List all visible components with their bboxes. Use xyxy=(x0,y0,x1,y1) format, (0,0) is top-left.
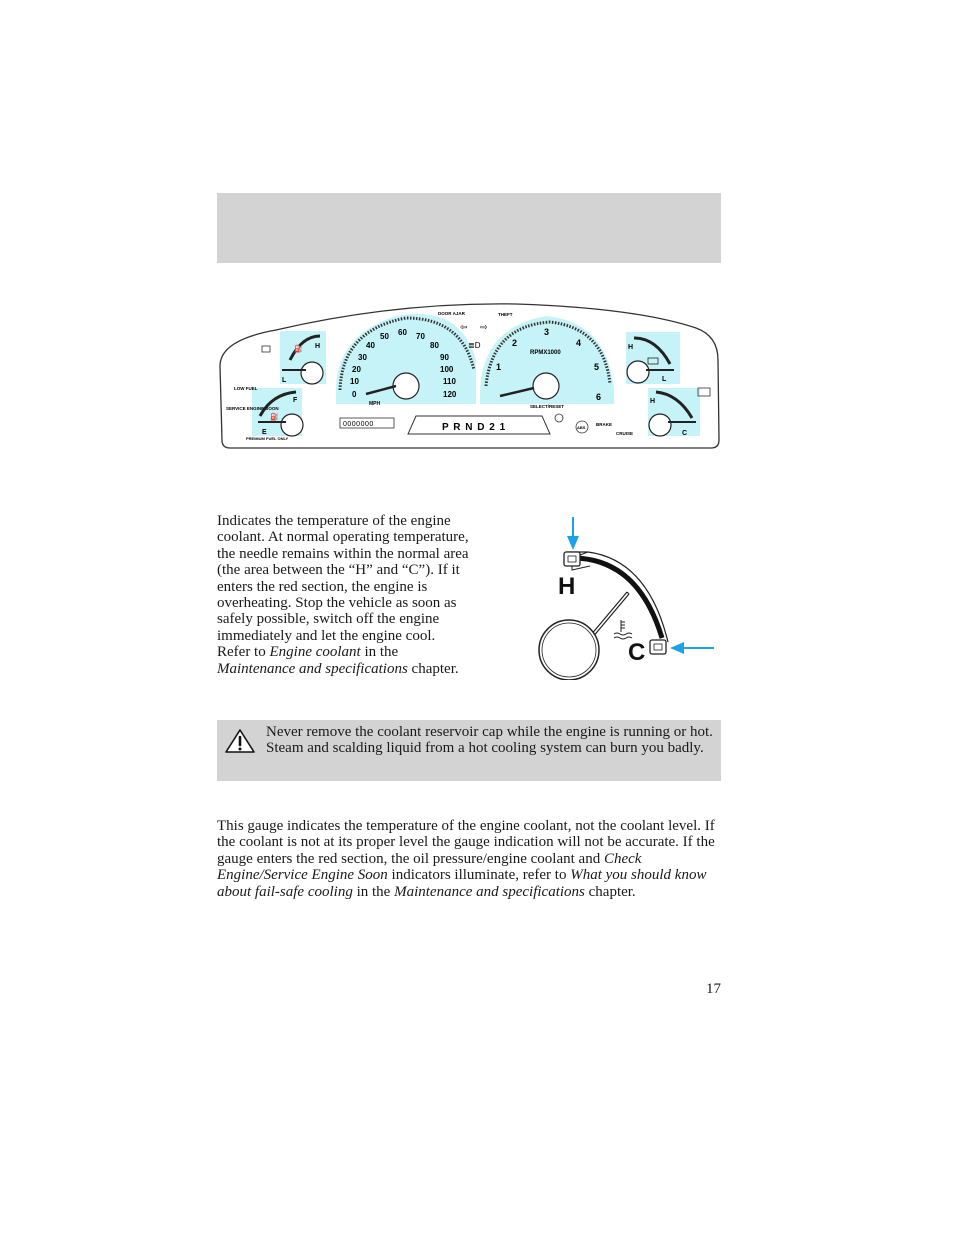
svg-text:2: 2 xyxy=(512,338,518,348)
fuel-pump-icon: ⛽ xyxy=(270,414,279,421)
temp-cold-letter: C xyxy=(682,430,688,437)
svg-text:20: 20 xyxy=(352,365,361,374)
abs-indicator: ABS xyxy=(577,425,586,430)
instrument-cluster-illustration xyxy=(216,300,722,452)
para2-text-1: This gauge indicates the temperature of the engine coolant, not the coolant level. If the coolant is not at its proper level the gauge indication will not be accurate. If the gauge enters the red section, the oil pressure/engine coolant and xyxy=(217,818,715,867)
battery-high-letter: H xyxy=(628,344,634,351)
coolant-temperature-icon xyxy=(614,620,632,639)
warning-text: Never remove the coolant reservoir cap while the engine is running or hot. Steam and scalding liquid from a hot cooling system can burn you badly. xyxy=(266,724,713,757)
para2-italic-fail-safe: What you should know about fail-safe cooling xyxy=(217,867,707,900)
gauge-hub xyxy=(539,620,599,680)
header-band xyxy=(217,193,721,263)
battery-gauge-hub xyxy=(627,361,649,383)
gauge-note xyxy=(217,818,721,900)
svg-text:120: 120 xyxy=(443,390,457,399)
reset-knob xyxy=(555,414,563,422)
svg-text:3: 3 xyxy=(544,327,550,337)
warning-box xyxy=(217,720,721,781)
select-reset-label: SELECT/RESET xyxy=(530,404,565,409)
svg-text:10: 10 xyxy=(350,377,359,386)
rpm-label: RPMX1000 xyxy=(530,350,561,356)
para1-italic-maintenance: Maintenance and specifications xyxy=(217,660,408,677)
svg-text:40: 40 xyxy=(366,341,375,350)
svg-text:50: 50 xyxy=(380,332,389,341)
para2-text-3: in the xyxy=(352,883,395,900)
svg-text:4: 4 xyxy=(576,338,582,348)
svg-text:30: 30 xyxy=(358,353,367,362)
coolant-description xyxy=(217,513,472,677)
svg-text:80: 80 xyxy=(430,341,439,350)
door-ajar-indicator: DOOR AJAR xyxy=(438,311,465,316)
para2-italic-maintenance: Maintenance and specifications xyxy=(394,883,585,900)
svg-text:90: 90 xyxy=(440,353,449,362)
cold-pointer-arrow-icon xyxy=(670,642,714,654)
para2-text-4: chapter. xyxy=(584,883,636,900)
theft-indicator: THEFT xyxy=(498,312,513,317)
temp-hot-letter: H xyxy=(650,398,656,405)
svg-text:110: 110 xyxy=(443,377,456,386)
para1-text-3: chapter. xyxy=(407,660,459,677)
svg-text:1: 1 xyxy=(496,362,502,372)
oil-can-icon: ⛽ xyxy=(294,346,303,353)
temp-gauge-hub xyxy=(649,414,671,436)
oil-gauge-hub xyxy=(301,362,323,384)
svg-text:0: 0 xyxy=(352,390,357,399)
right-turn-icon: ⇨ xyxy=(480,322,488,332)
cruise-indicator: CRUISE xyxy=(616,431,634,436)
left-turn-icon: ⇦ xyxy=(460,322,468,332)
para1-italic-engine-coolant: Engine coolant xyxy=(269,644,361,661)
oil-low-letter: L xyxy=(282,377,287,384)
mph-label: MPH xyxy=(369,401,381,407)
svg-text:70: 70 xyxy=(416,332,425,341)
battery-low-letter: L xyxy=(662,376,667,383)
svg-text:60: 60 xyxy=(398,328,407,337)
gear-indicator: P R N D 2 1 xyxy=(442,422,507,433)
tachometer-hub xyxy=(533,373,559,399)
para1-text-2: in the xyxy=(360,644,399,661)
hot-end-marker xyxy=(564,552,580,566)
oil-high-letter: H xyxy=(315,343,321,350)
fuel-empty-letter: E xyxy=(262,429,267,436)
page-number: 17 xyxy=(706,981,721,997)
premium-fuel-indicator: PREMIUM FUEL ONLY xyxy=(246,436,289,441)
low-fuel-indicator: LOW FUEL xyxy=(234,386,258,391)
para1-text-1: Indicates the temperature of the engine coolant. At normal operating temperature, the needle remains within the normal area (the area between the “H” and “C”). If it enters the red section, the engine is overheating. Stop the vehicle as soon as safely possible, switch off the engine immediately and let the engine cool. Refer to xyxy=(217,513,469,661)
fuel-full-letter: F xyxy=(293,397,298,404)
svg-text:100: 100 xyxy=(440,365,454,374)
para2-text-2: indicators illuminate, refer to xyxy=(387,867,571,884)
odometer-digits: 0000000 xyxy=(343,421,374,428)
temperature-gauge-detail xyxy=(532,514,722,680)
svg-text:6: 6 xyxy=(596,392,602,402)
para2-italic-check-engine: Check Engine/Service Engine Soon xyxy=(217,850,642,884)
fuel-gauge-hub xyxy=(281,414,303,436)
headlight-icon: ≣D xyxy=(468,341,481,350)
speedometer-hub xyxy=(393,373,419,399)
cold-end-marker xyxy=(650,640,666,654)
svg-text:5: 5 xyxy=(594,362,600,372)
hot-letter: H xyxy=(558,573,576,600)
hot-pointer-arrow-icon xyxy=(567,517,579,550)
cold-letter: C xyxy=(628,639,646,666)
service-engine-soon-indicator: SERVICE ENGINE SOON xyxy=(226,406,279,411)
brake-indicator: BRAKE xyxy=(596,422,613,427)
